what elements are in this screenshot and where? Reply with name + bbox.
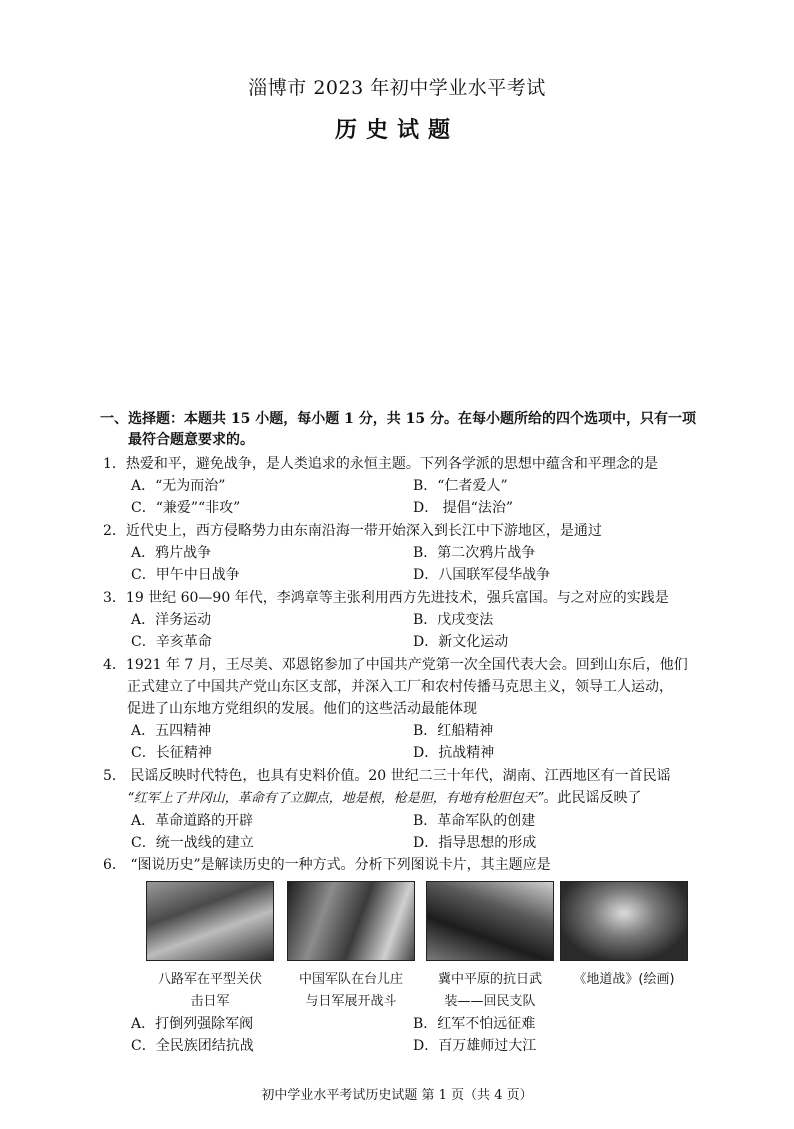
option-a: A．洋务运动 [131,612,212,628]
option-a: A．五四精神 [131,723,212,739]
exam-title: 淄博市 2023 年初中学业水平考试 [248,77,546,99]
option-c: C．“兼爱”“非攻” [131,500,241,516]
option-a: A．鸦片战争 [131,545,212,561]
option-d: D．指导思想的形成 [413,835,537,851]
question-6-options [103,1013,693,1057]
option-b: B．“仁者爱人” [413,478,508,494]
option-d: D．八国联军侵华战争 [413,567,551,583]
section-heading-line1: 一、选择题：本题共 15 小题，每小题 1 分，共 15 分。在每小题所给的四个选项中，只有一项 [100,411,696,427]
photo-huimin-detachment [426,881,554,961]
option-b: B．第二次鸦片战争 [413,545,536,561]
page-footer: 初中学业水平考试历史试题 第 1 页（共 4 页） [261,1088,533,1103]
ballad-text: “红军上了井冈山，革命有了立脚点，地是根，枪是胆，有地有枪胆包天” [127,791,544,806]
option-d: D．新文化运动 [413,634,509,650]
question-stem: 6． “图说历史”是解读历史的一种方式。分析下列图说卡片，其主题应是 [103,857,551,873]
painting-tunnel-warfare [560,881,688,961]
option-d: D． 提倡“法治” [413,500,513,516]
option-c: C．长征精神 [131,745,212,761]
photo-pingxingguan [146,881,274,961]
section-heading [100,409,700,451]
question-5 [103,765,693,854]
question-stem: 2．近代史上，西方侵略势力由东南沿海一带开始深入到长江中下游地区，是通过 [103,523,602,539]
caption-line2: 装——回民支队 [444,994,536,1009]
question-stem: 3．19 世纪 60—90 年代，李鸿章等主张利用西方先进技术，强兵富国。与之对应的实践是 [103,590,669,606]
picture-cards [0,881,794,1021]
option-b: B．戊戌变法 [413,612,494,628]
question-3 [103,587,693,653]
option-a: A．“无为而治” [131,478,226,494]
question-stem-cont: 促进了山东地方党组织的发展。他们的这些活动最能体现 [127,701,477,717]
picture-card-1 [146,881,274,1013]
question-stem: 5． 民谣反映时代特色，也具有史料价值。20 世纪二三十年代，湖南、江西地区有一首民谣 [103,768,671,784]
picture-card-3 [426,881,554,1013]
question-stem: 4．1921 年 7 月，王尽美、邓恩铭参加了中国共产党第一次全国代表大会。回到山东后，他们 [103,657,688,673]
option-b: B．革命军队的创建 [413,813,536,829]
caption-line1: 八路军在平型关伏 [157,972,262,987]
question-4 [103,654,693,764]
option-c: C．辛亥革命 [131,634,212,650]
caption-line1: 《地道战》(绘画) [573,972,675,987]
question-2 [103,520,693,586]
option-a: A．打倒列强除军阀 [131,1016,254,1032]
caption-line2: 击日军 [190,994,230,1009]
question-6 [103,854,693,876]
question-stem-cont: 正式建立了中国共产党山东区支部，并深入工厂和农村传播马克思主义，领导工人运动， [127,679,673,695]
section-heading-line2: 最符合题意要求的。 [128,432,254,448]
option-b: B．红军不怕远征难 [413,1016,536,1032]
question-stem: 1．热爱和平，避免战争，是人类追求的永恒主题。下列各学派的思想中蕴含和平理念的是 [103,456,658,472]
question-stem-cont [103,787,693,810]
option-c: C．统一战线的建立 [131,835,254,851]
option-d: D．抗战精神 [413,745,495,761]
ballad-tail: 。此民谣反映了 [543,790,642,806]
option-d: D．百万雄师过大江 [413,1038,537,1054]
option-c: C．甲午中日战争 [131,567,240,583]
option-b: B．红船精神 [413,723,494,739]
option-a: A．革命道路的开辟 [131,813,254,829]
caption-line1: 中国军队在台儿庄 [298,972,403,987]
photo-taierzhuang [287,881,415,961]
caption-line1: 冀中平原的抗日武 [437,972,542,987]
picture-card-2 [287,881,415,1013]
picture-card-4 [560,881,688,991]
caption-line2: 与日军展开战斗 [305,994,397,1009]
option-c: C．全民族团结抗战 [131,1038,254,1054]
question-1 [103,453,693,519]
exam-subtitle: 历史试题 [334,117,459,143]
